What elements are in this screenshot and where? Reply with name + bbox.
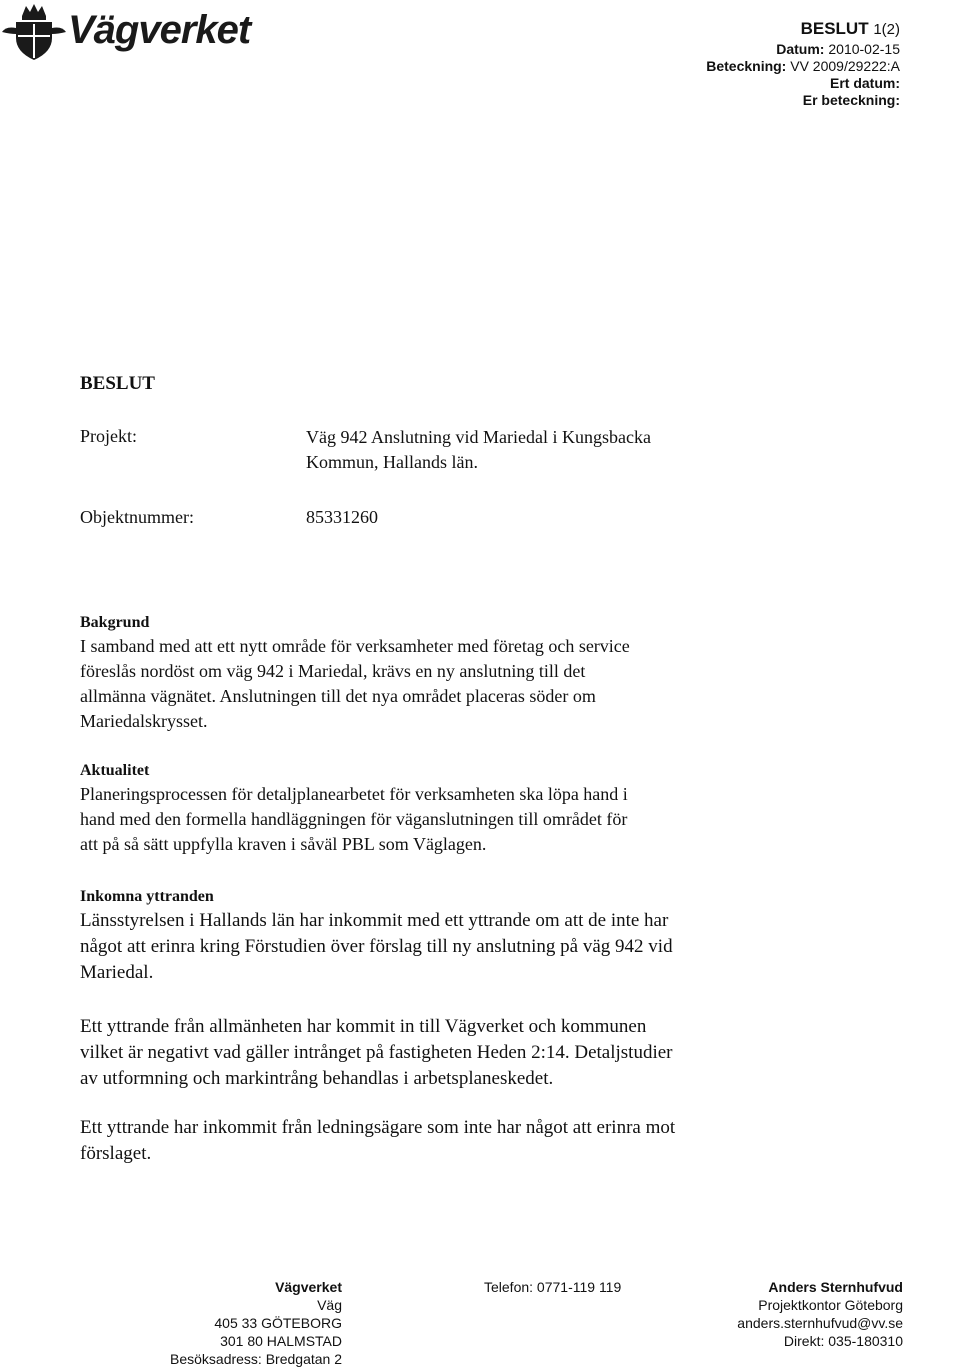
paragraph-line: Planeringsprocessen för detaljplanearbetet för verksamheten ska löpa hand i	[80, 784, 628, 804]
paragraph-line: allmänna vägnätet. Anslutningen till det nya området placeras söder om	[80, 686, 596, 706]
paragraph-line: Ett yttrande från allmänheten har kommit in till Vägverket och kommunen	[80, 1016, 647, 1037]
section-aktualitet	[80, 760, 900, 857]
paragraph-allmanheten	[80, 1014, 900, 1092]
header-date: Datum: 2010-02-15	[776, 41, 900, 57]
header-your-reference: Er beteckning:	[802, 92, 900, 108]
header-title-line	[706, 18, 900, 41]
paragraph-line: förslaget.	[80, 1143, 152, 1164]
project-value: Väg 942 Anslutning vid Mariedal i Kungsbacka Kommun, Hallands län.	[306, 427, 651, 472]
paragraph-line: I samband med att ett nytt område för verksamheter med företag och service	[80, 636, 630, 656]
logo-text: Vägverket	[68, 8, 251, 52]
header-title: BESLUT	[800, 19, 869, 38]
section-heading: Aktualitet	[80, 762, 150, 779]
paragraph-line: något att erinra kring Förstudien över förslag till ny anslutning på väg 942 vid	[80, 936, 673, 957]
section-bakgrund	[80, 612, 900, 734]
paragraph-ledningsagare	[80, 1115, 900, 1167]
document-header	[706, 18, 900, 109]
section-inkomna-yttranden	[80, 886, 900, 986]
paragraph-line: att på så sätt uppfylla kraven i såväl PBL som Väglagen.	[80, 834, 487, 854]
header-reference: Beteckning: VV 2009/29222:A	[706, 58, 900, 74]
contact-name: Anders Sternhufvud	[768, 1279, 903, 1295]
paragraph-line: Länsstyrelsen i Hallands län har inkommit med ett yttrande om att de inte har	[80, 910, 669, 931]
footer-phone: Telefon: 0771-119 119	[484, 1279, 622, 1295]
paragraph-line: föreslås nordöst om väg 942 i Mariedal, krävs en ny anslutning till det	[80, 661, 586, 681]
paragraph-line: Mariedalskrysset.	[80, 711, 208, 731]
paragraph-line: av utformning och markintrång behandlas i arbetsplaneskedet.	[80, 1068, 554, 1089]
page-number: 1(2)	[873, 21, 900, 38]
crown-shield-logo-icon	[2, 2, 66, 62]
paragraph-line: Ett yttrande har inkommit från ledningsägare som inte har något att erinra mot	[80, 1117, 676, 1138]
footer-address: Vägverket Väg 405 33 GÖTEBORG 301 80 HALMSTAD Besöksadress: Bredgatan 2	[150, 1278, 342, 1368]
vagverket-logo	[2, 2, 264, 62]
section-heading: Bakgrund	[80, 614, 150, 631]
paragraph-line: Mariedal.	[80, 962, 154, 983]
footer-org: Vägverket	[275, 1279, 342, 1295]
object-number-value: 85331260	[306, 507, 378, 527]
section-heading: Inkomna yttranden	[80, 888, 214, 905]
paragraph-line: vilket är negativt vad gäller intrånget på fastigheten Heden 2:14. Detaljstudier	[80, 1042, 673, 1063]
project-label: Projekt:	[80, 426, 137, 446]
object-number-label: Objektnummer:	[80, 507, 194, 527]
footer-contact: Anders Sternhufvud Projektkontor Göteborg anders.sternhufvud@vv.se Direkt: 035-180310	[737, 1279, 903, 1349]
contact-email: anders.sternhufvud@vv.se	[737, 1315, 903, 1331]
paragraph-line: hand med den formella handläggningen för väganslutningen till området för	[80, 809, 628, 829]
header-your-date: Ert datum:	[830, 75, 900, 91]
document-heading: BESLUT	[80, 373, 155, 394]
